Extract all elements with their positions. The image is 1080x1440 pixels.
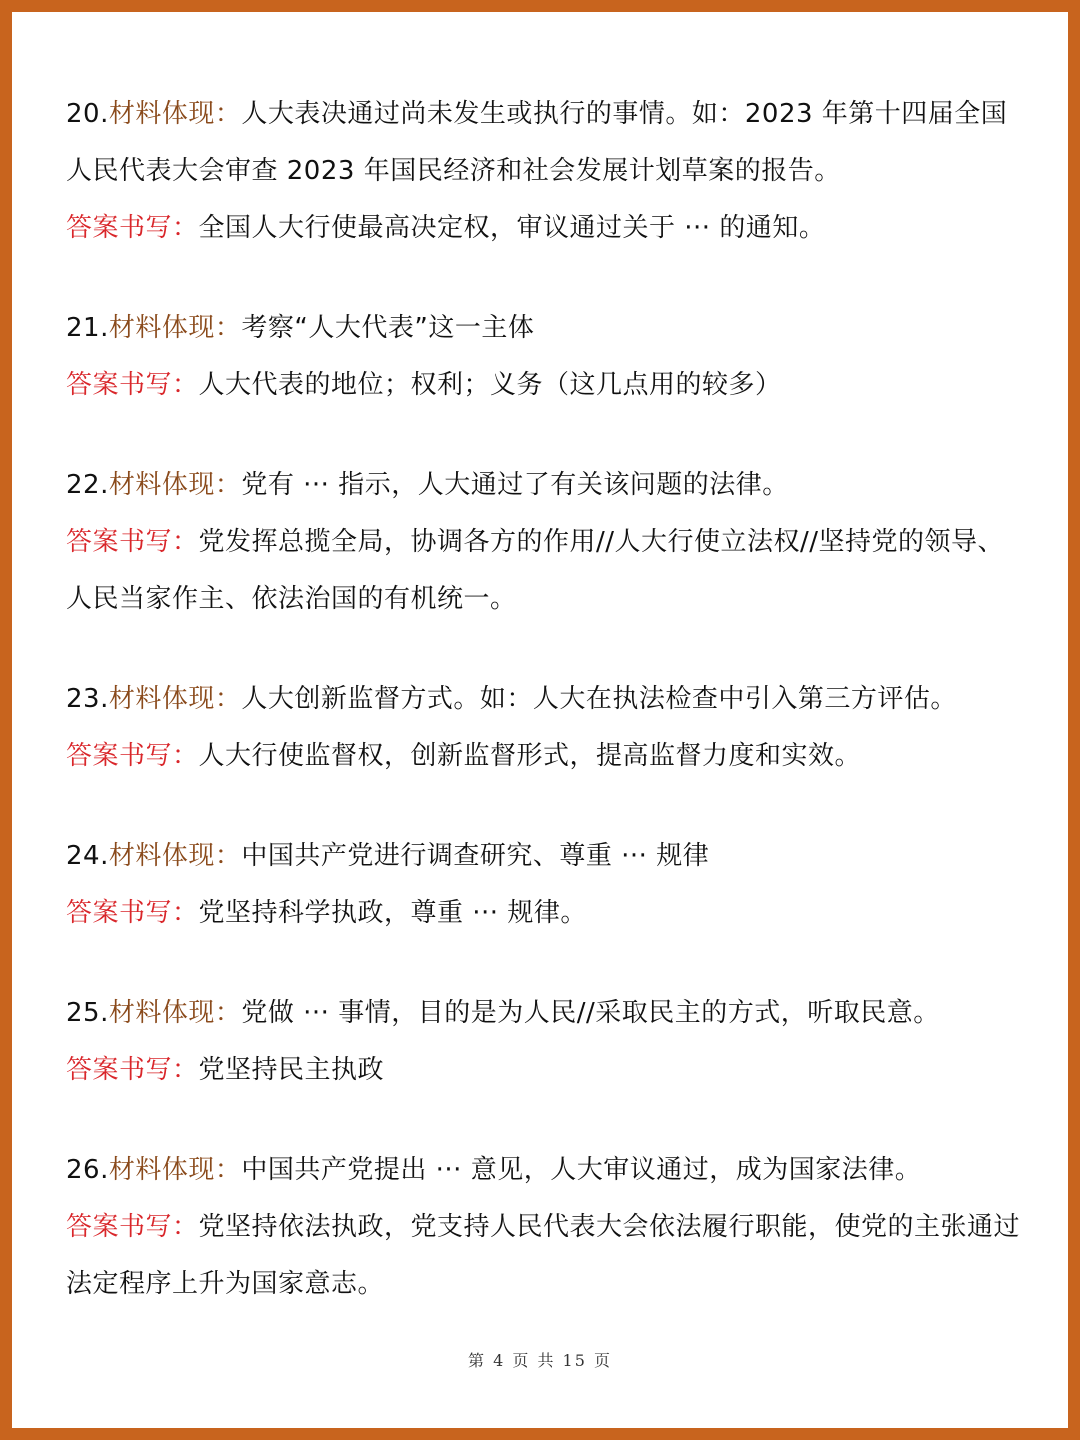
answer-text: 全国人大行使最高决定权，审议通过关于 ··· 的通知。: [198, 213, 826, 243]
list-item: [66, 828, 1026, 942]
material-text: 党做 ··· 事情，目的是为人民//采取民主的方式，听取民意。: [241, 998, 940, 1028]
material-line: [66, 457, 1026, 514]
page-number-footer: 第 4 页 共 15 页: [468, 1351, 612, 1370]
material-text: 中国共产党进行调查研究、尊重 ··· 规律: [241, 841, 710, 871]
material-line: [66, 300, 1026, 357]
material-line: [66, 1142, 1026, 1199]
material-text: 人大创新监督方式。如：人大在执法检查中引入第三方评估。: [241, 684, 957, 714]
material-line: [66, 671, 1026, 728]
answer-label: 答案书写：: [66, 527, 199, 557]
material-line: [66, 86, 1026, 200]
item-number: 21.: [66, 313, 109, 343]
answer-label: 答案书写：: [66, 1055, 199, 1085]
answer-line: [66, 1199, 1026, 1313]
material-label: 材料体现：: [108, 313, 242, 343]
answer-text: 人大行使监督权，创新监督形式，提高监督力度和实效。: [198, 741, 862, 771]
material-text: 党有 ··· 指示，人大通过了有关该问题的法律。: [241, 470, 789, 500]
answer-label: 答案书写：: [66, 370, 199, 400]
material-label: 材料体现：: [108, 1155, 242, 1185]
item-number: 22.: [66, 470, 109, 500]
answer-line: [66, 1042, 1026, 1099]
answer-line: [66, 728, 1026, 785]
item-number: 20.: [66, 99, 109, 129]
answer-text: 党坚持依法执政，党支持人民代表大会依法履行职能，使党的主张通过法定程序上升为国家意志。: [66, 1212, 1021, 1299]
material-text: 人大表决通过尚未发生或执行的事情。如：2023 年第十四届全国人民代表大会审查 2023 年国民经济和社会发展计划草案的报告。: [66, 99, 1008, 186]
item-number: 24.: [66, 841, 109, 871]
item-number: 25.: [66, 998, 109, 1028]
material-line: [66, 828, 1026, 885]
list-item: [66, 671, 1026, 785]
list-item: [66, 300, 1026, 414]
answer-label: 答案书写：: [66, 898, 199, 928]
answer-text: 党坚持科学执政，尊重 ··· 规律。: [198, 898, 587, 928]
answer-line: [66, 200, 1026, 257]
list-item: [66, 86, 1026, 257]
material-label: 材料体现：: [108, 99, 242, 129]
content-area: [66, 86, 1026, 1356]
material-text: 中国共产党提出 ··· 意见，人大审议通过，成为国家法律。: [241, 1155, 922, 1185]
material-line: [66, 985, 1026, 1042]
document-page: [12, 12, 1068, 1428]
list-item: [66, 457, 1026, 628]
answer-text: 党发挥总揽全局，协调各方的作用//人大行使立法权//坚持党的领导、人民当家作主、依法治国的有机统一。: [66, 527, 1005, 614]
material-label: 材料体现：: [108, 684, 242, 714]
answer-line: [66, 357, 1026, 414]
answer-line: [66, 885, 1026, 942]
answer-label: 答案书写：: [66, 1212, 199, 1242]
material-text: 考察“人大代表”这一主体: [241, 313, 535, 343]
item-number: 26.: [66, 1155, 109, 1185]
item-number: 23.: [66, 684, 109, 714]
answer-label: 答案书写：: [66, 213, 199, 243]
answer-text: 人大代表的地位；权利；义务（这几点用的较多）: [198, 370, 782, 400]
answer-line: [66, 514, 1026, 628]
list-item: [66, 985, 1026, 1099]
material-label: 材料体现：: [108, 470, 242, 500]
material-label: 材料体现：: [108, 998, 242, 1028]
material-label: 材料体现：: [108, 841, 242, 871]
answer-text: 党坚持民主执政: [198, 1055, 385, 1085]
answer-label: 答案书写：: [66, 741, 199, 771]
list-item: [66, 1142, 1026, 1313]
